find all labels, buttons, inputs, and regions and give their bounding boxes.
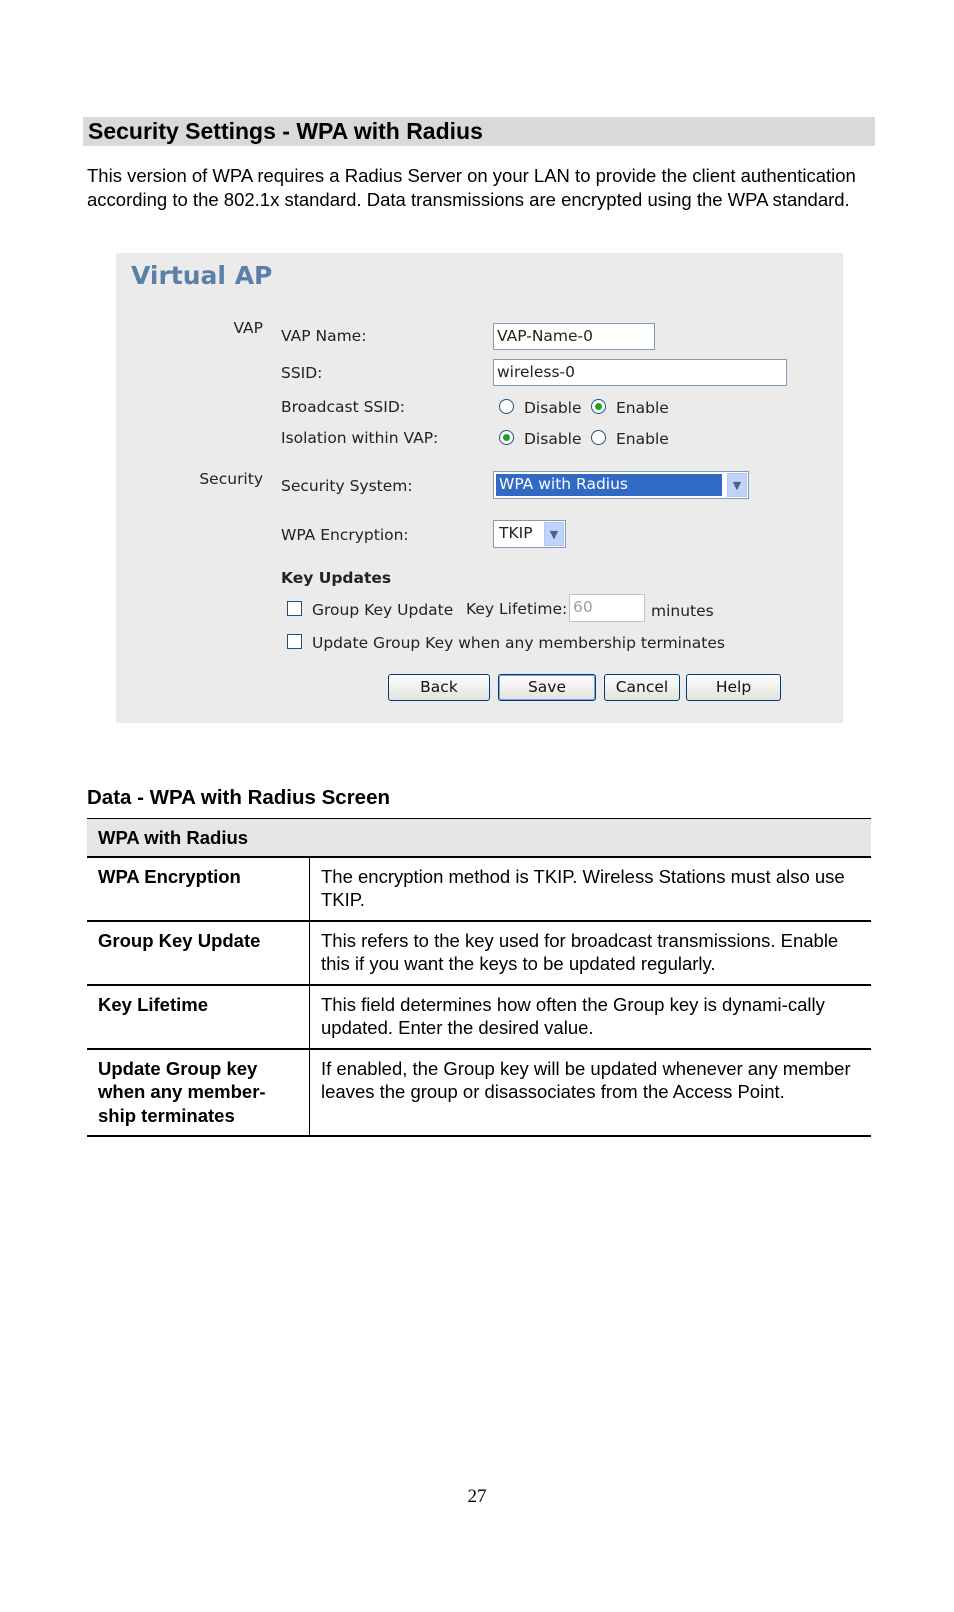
isolation-disable-radio[interactable] (499, 430, 514, 445)
vap-name-input[interactable]: VAP-Name-0 (493, 323, 655, 350)
broadcast-ssid-label: Broadcast SSID: (281, 398, 405, 416)
isolation-label: Isolation within VAP: (281, 429, 439, 447)
table-row (87, 1049, 871, 1137)
chevron-down-icon[interactable]: ▼ (727, 473, 747, 497)
group-key-update-checkbox[interactable] (287, 601, 302, 616)
virtual-ap-screenshot (116, 253, 843, 723)
section-title: Security Settings - WPA with Radius (83, 117, 875, 146)
minutes-label: minutes (651, 602, 714, 620)
vap-name-label: VAP Name: (281, 327, 367, 345)
table-term: WPA Encryption (87, 857, 310, 921)
vap-group-label: VAP (233, 319, 263, 337)
isolation-disable-label: Disable (524, 430, 582, 448)
isolation-enable-label: Enable (616, 430, 669, 448)
table-term: Key Lifetime (87, 985, 310, 1049)
wpa-encryption-value: TKIP (499, 524, 533, 542)
key-updates-heading: Key Updates (281, 569, 392, 587)
page-number: 27 (467, 1486, 487, 1507)
broadcast-enable-label: Enable (616, 399, 669, 417)
cancel-button[interactable]: Cancel (604, 674, 680, 701)
data-table (87, 818, 871, 1137)
security-group-label: Security (199, 470, 263, 488)
update-group-key-checkbox[interactable] (287, 634, 302, 649)
table-term: Update Group key when any member-ship terminates (87, 1049, 310, 1137)
help-button[interactable]: Help (686, 674, 781, 701)
security-system-label: Security System: (281, 477, 413, 495)
ssid-input[interactable]: wireless-0 (493, 359, 787, 386)
table-row (87, 985, 871, 1049)
table-term: Group Key Update (87, 921, 310, 985)
group-key-update-label: Group Key Update (312, 601, 454, 619)
back-button[interactable]: Back (388, 674, 490, 701)
key-lifetime-input[interactable]: 60 (569, 594, 645, 622)
table-row (87, 857, 871, 921)
chevron-down-icon[interactable]: ▼ (544, 522, 564, 546)
broadcast-enable-radio[interactable] (591, 399, 606, 414)
table-desc: This refers to the key used for broadcast transmissions. Enable this if you want the keys to be updated regularly. (310, 921, 872, 985)
isolation-enable-radio[interactable] (591, 430, 606, 445)
security-system-value: WPA with Radius (496, 474, 722, 496)
wpa-encryption-select[interactable] (493, 520, 566, 548)
panel-title: Virtual AP (131, 261, 273, 290)
wpa-encryption-label: WPA Encryption: (281, 526, 409, 544)
table-header: WPA with Radius (87, 819, 871, 857)
table-desc: This field determines how often the Group key is dynami-cally updated. Enter the desired value. (310, 985, 872, 1049)
security-system-select[interactable] (493, 471, 749, 499)
data-section-title: Data - WPA with Radius Screen (87, 786, 390, 809)
broadcast-disable-radio[interactable] (499, 399, 514, 414)
table-desc: If enabled, the Group key will be updated whenever any member leaves the group or disassociates from the Access Point. (310, 1049, 872, 1137)
broadcast-disable-label: Disable (524, 399, 582, 417)
table-row (87, 921, 871, 985)
key-lifetime-label: Key Lifetime: (466, 600, 568, 618)
save-button[interactable]: Save (498, 674, 596, 701)
ssid-label: SSID: (281, 364, 323, 382)
update-group-key-label: Update Group Key when any membership terminates (312, 634, 725, 652)
intro-paragraph: This version of WPA requires a Radius Server on your LAN to provide the client authentication according to the 802.1x standard. Data transmissions are encrypted using the WPA standard. (87, 165, 856, 210)
table-desc: The encryption method is TKIP. Wireless Stations must also use TKIP. (310, 857, 872, 921)
